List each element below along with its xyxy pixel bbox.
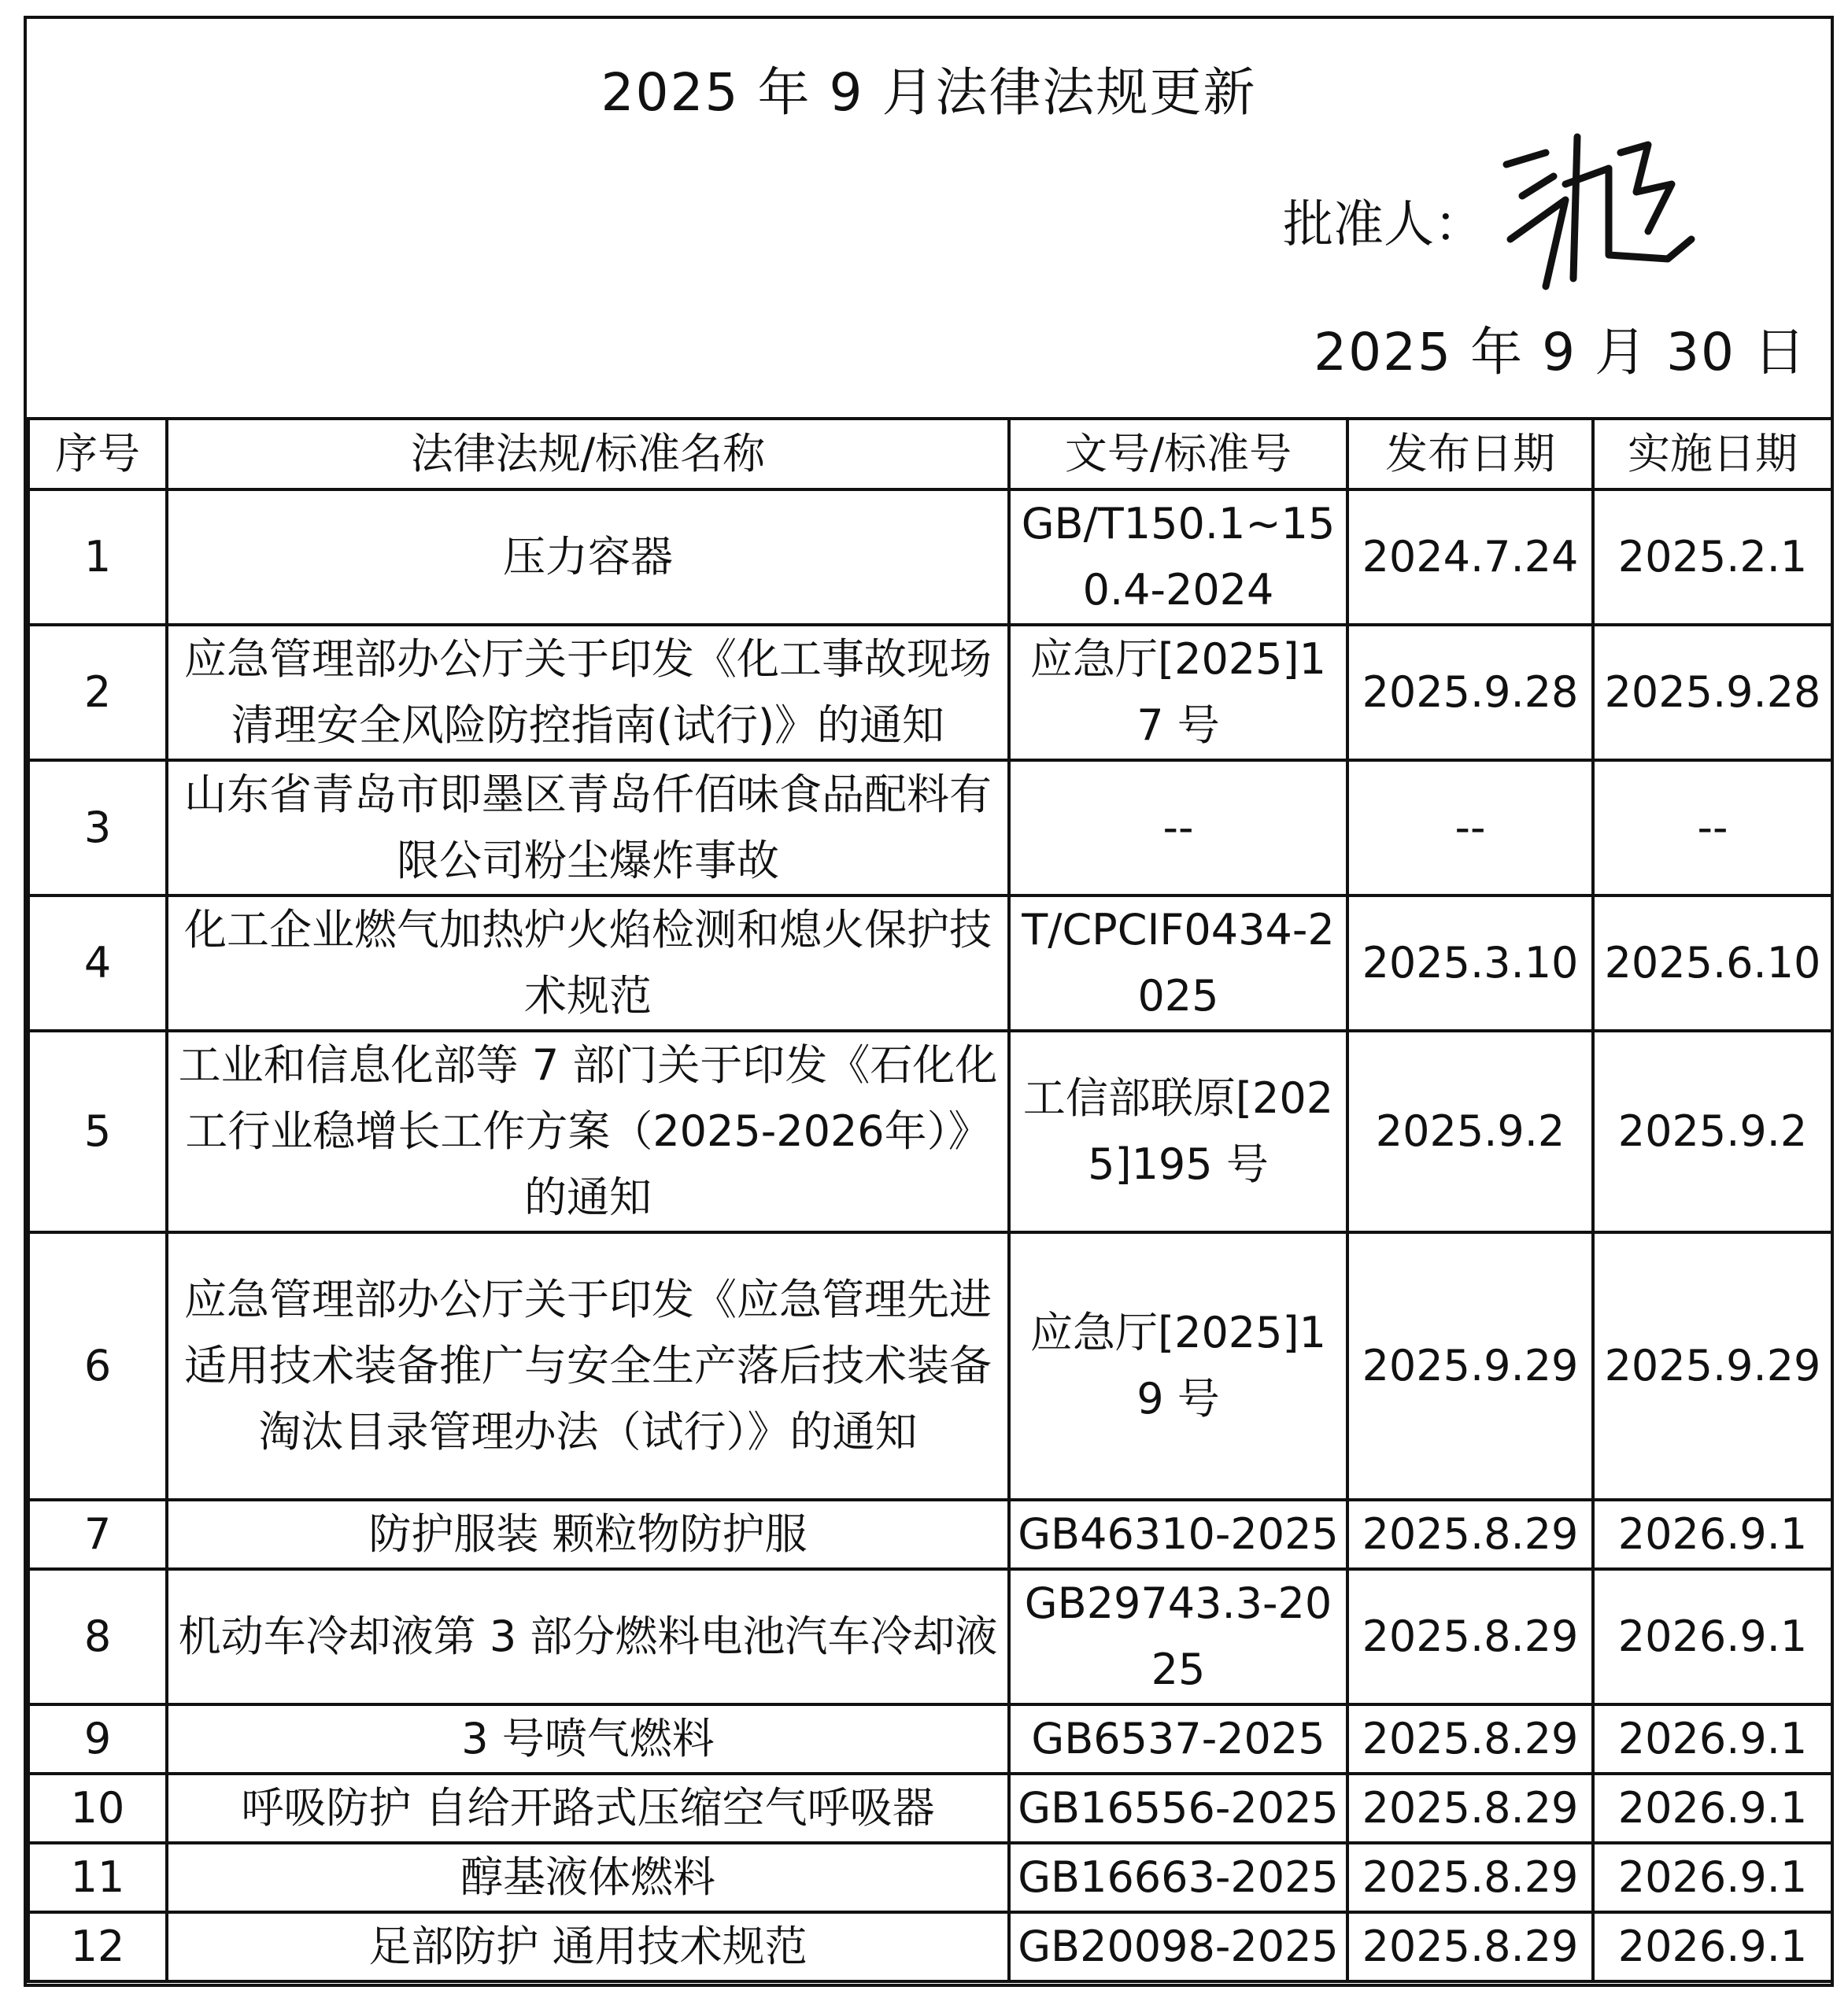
row-publish-date: -- (1347, 760, 1593, 895)
row-publish-date: 2025.8.29 (1347, 1912, 1593, 1981)
row-name: 足部防护 通用技术规范 (167, 1912, 1009, 1981)
row-name: 呼吸防护 自给开路式压缩空气呼吸器 (167, 1774, 1009, 1843)
table-row (28, 1843, 1832, 1912)
row-no: 4 (28, 895, 167, 1031)
row-code: -- (1009, 760, 1347, 895)
row-no: 7 (28, 1500, 167, 1569)
table-row (28, 1912, 1832, 1981)
row-effective-date: 2026.9.1 (1593, 1774, 1832, 1843)
row-no: 12 (28, 1912, 167, 1981)
row-no: 9 (28, 1704, 167, 1774)
row-code: GB46310-2025 (1009, 1500, 1347, 1569)
header-no: 序号 (28, 419, 167, 489)
table-row (28, 489, 1832, 625)
document-title: 2025 年 9 月法律法规更新 (601, 62, 1257, 123)
approval-date: 2025 年 9 月 30 日 (1314, 322, 1807, 382)
row-effective-date: 2025.6.10 (1593, 895, 1832, 1031)
row-code: GB16556-2025 (1009, 1774, 1347, 1843)
row-name: 工业和信息化部等 7 部门关于印发《石化化工行业稳增长工作方案（2025-2026年）》的通知 (167, 1031, 1009, 1232)
header-publish-date: 发布日期 (1347, 419, 1593, 489)
handwritten-signature (1491, 121, 1695, 302)
row-no: 2 (28, 625, 167, 760)
row-publish-date: 2025.8.29 (1347, 1569, 1593, 1704)
row-name: 应急管理部办公厅关于印发《化工事故现场清理安全风险防控指南(试行)》的通知 (167, 625, 1009, 760)
row-name: 化工企业燃气加热炉火焰检测和熄火保护技术规范 (167, 895, 1009, 1031)
table-row (28, 1500, 1832, 1569)
regulation-table (27, 417, 1834, 1983)
row-publish-date: 2025.8.29 (1347, 1704, 1593, 1774)
row-code: 工信部联原[2025]195 号 (1009, 1031, 1347, 1232)
row-effective-date: 2026.9.1 (1593, 1704, 1832, 1774)
row-code: T/CPCIF0434-2025 (1009, 895, 1347, 1031)
row-effective-date: 2026.9.1 (1593, 1843, 1832, 1912)
header-code: 文号/标准号 (1009, 419, 1347, 489)
row-name: 山东省青岛市即墨区青岛仟佰味食品配料有限公司粉尘爆炸事故 (167, 760, 1009, 895)
table-row (28, 1774, 1832, 1843)
row-effective-date: 2025.9.28 (1593, 625, 1832, 760)
approver-label: 批准人： (1283, 196, 1484, 254)
row-effective-date: 2026.9.1 (1593, 1500, 1832, 1569)
table-row (28, 625, 1832, 760)
row-no: 11 (28, 1843, 167, 1912)
document-header (27, 19, 1831, 420)
row-publish-date: 2025.9.29 (1347, 1232, 1593, 1500)
row-code: GB16663-2025 (1009, 1843, 1347, 1912)
row-effective-date: 2026.9.1 (1593, 1569, 1832, 1704)
document-sheet (24, 16, 1834, 1987)
row-no: 6 (28, 1232, 167, 1500)
row-no: 3 (28, 760, 167, 895)
table-row (28, 1031, 1832, 1232)
row-no: 1 (28, 489, 167, 625)
row-name: 应急管理部办公厅关于印发《应急管理先进适用技术装备推广与安全生产落后技术装备淘汰目录管理办法（试行）》的通知 (167, 1232, 1009, 1500)
row-no: 8 (28, 1569, 167, 1704)
row-publish-date: 2025.8.29 (1347, 1843, 1593, 1912)
header-name: 法律法规/标准名称 (167, 419, 1009, 489)
row-effective-date: 2025.9.29 (1593, 1232, 1832, 1500)
table-row (28, 1232, 1832, 1500)
row-name: 机动车冷却液第 3 部分燃料电池汽车冷却液 (167, 1569, 1009, 1704)
table-row (28, 1569, 1832, 1704)
row-name: 3 号喷气燃料 (167, 1704, 1009, 1774)
table-row (28, 1704, 1832, 1774)
table-row (28, 895, 1832, 1031)
header-effective-date: 实施日期 (1593, 419, 1832, 489)
row-publish-date: 2025.8.29 (1347, 1500, 1593, 1569)
row-publish-date: 2025.3.10 (1347, 895, 1593, 1031)
row-publish-date: 2024.7.24 (1347, 489, 1593, 625)
row-publish-date: 2025.9.2 (1347, 1031, 1593, 1232)
table-header-row (28, 419, 1832, 489)
table-row (28, 760, 1832, 895)
row-publish-date: 2025.9.28 (1347, 625, 1593, 760)
row-code: GB6537-2025 (1009, 1704, 1347, 1774)
row-no: 5 (28, 1031, 167, 1232)
row-name: 防护服装 颗粒物防护服 (167, 1500, 1009, 1569)
row-name: 压力容器 (167, 489, 1009, 625)
row-code: GB20098-2025 (1009, 1912, 1347, 1981)
row-code: 应急厅[2025]19 号 (1009, 1232, 1347, 1500)
row-name: 醇基液体燃料 (167, 1843, 1009, 1912)
row-no: 10 (28, 1774, 167, 1843)
row-effective-date: 2025.9.2 (1593, 1031, 1832, 1232)
row-effective-date: 2025.2.1 (1593, 489, 1832, 625)
row-code: 应急厅[2025]17 号 (1009, 625, 1347, 760)
row-publish-date: 2025.8.29 (1347, 1774, 1593, 1843)
row-code: GB/T150.1~150.4-2024 (1009, 489, 1347, 625)
row-effective-date: -- (1593, 760, 1832, 895)
row-effective-date: 2026.9.1 (1593, 1912, 1832, 1981)
row-code: GB29743.3-2025 (1009, 1569, 1347, 1704)
